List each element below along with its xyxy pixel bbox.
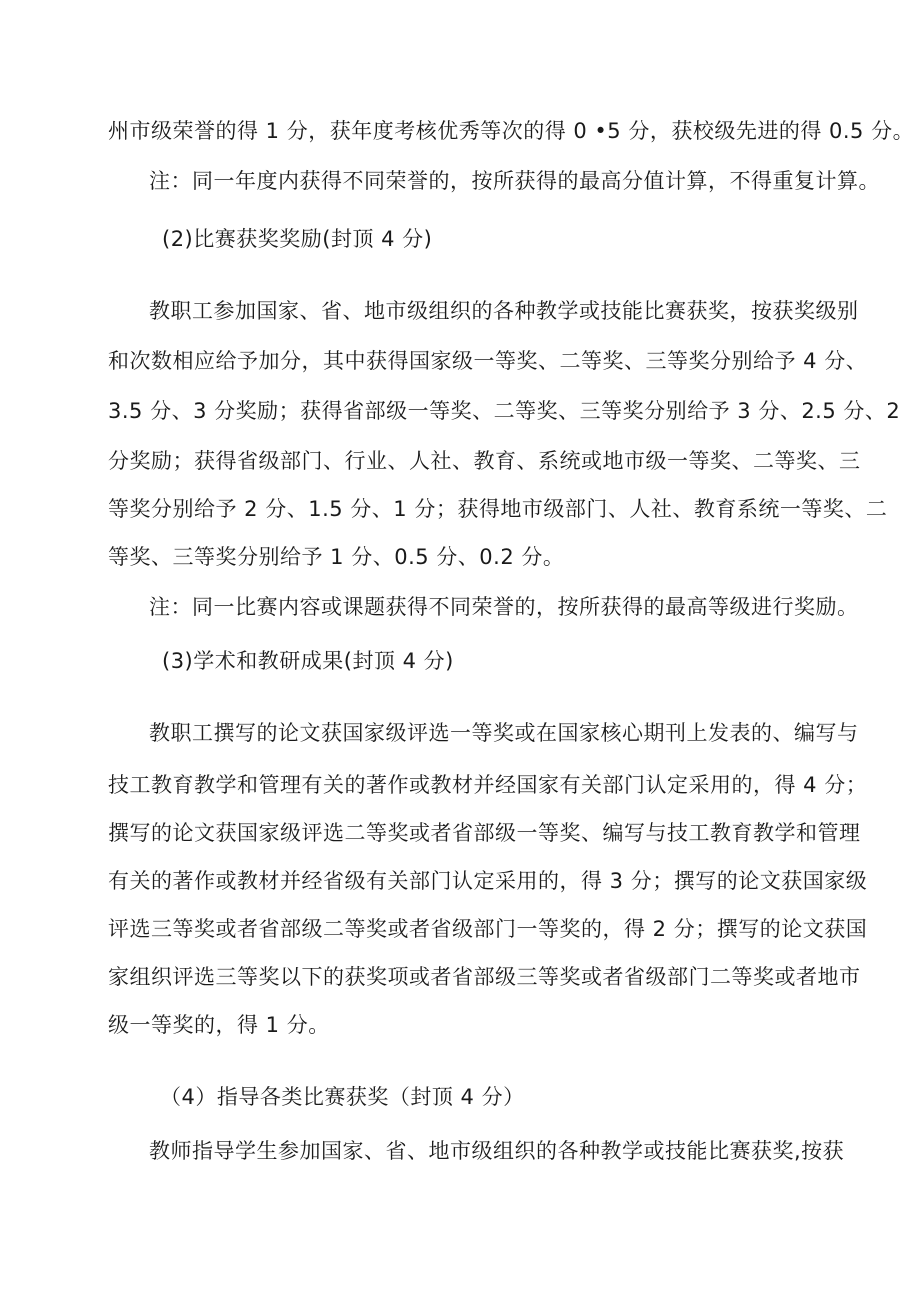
text-line: 和次数相应给予加分，其中获得国家级一等奖、二等奖、三等奖分别给予 4 分、 — [108, 349, 868, 373]
text-line: 级一等奖的，得 1 分。 — [108, 1013, 330, 1037]
section-heading-academic-results: (3)学术和教研成果(封顶 4 分) — [162, 649, 454, 673]
text-line: 注：同一年度内获得不同荣誉的，按所获得的最高分值计算，不得重复计算。 — [149, 169, 880, 193]
text-line: 技工教育教学和管理有关的著作或教材并经国家有关部门认定采用的，得 4 分； — [108, 773, 868, 797]
section-heading-guidance-awards: （4）指导各类比赛获奖（封顶 4 分） — [160, 1085, 525, 1109]
text-line: 州市级荣誉的得 1 分，获年度考核优秀等次的得 0 •5 分，获校级先进的得 0.5 分。 — [108, 119, 915, 143]
text-line: 等奖、三等奖分别给予 1 分、0.5 分、0.2 分。 — [108, 545, 565, 569]
text-line: 有关的著作或教材并经省级有关部门认定采用的，得 3 分；撰写的论文获国家级 — [108, 869, 868, 893]
text-line: 3.5 分、3 分奖励；获得省部级一等奖、二等奖、三等奖分别给予 3 分、2.5 分、2 — [108, 399, 901, 423]
text-line: 家组织评选三等奖以下的获奖项或者省部级三等奖或者省级部门二等奖或者地市 — [108, 965, 861, 989]
text-line: 注：同一比赛内容或课题获得不同荣誉的，按所获得的最高等级进行奖励。 — [149, 595, 859, 619]
text-line: 分奖励；获得省级部门、行业、人社、教育、系统或地市级一等奖、二等奖、三 — [108, 449, 861, 473]
text-line: 评选三等奖或者省部级二等奖或者省级部门一等奖的，得 2 分；撰写的论文获国 — [108, 917, 868, 941]
text-line: 教师指导学生参加国家、省、地市级组织的各种教学或技能比赛获奖,按获 — [149, 1139, 845, 1163]
text-line: 教职工参加国家、省、地市级组织的各种教学或技能比赛获奖，按获奖级别 — [149, 299, 859, 323]
text-line: 教职工撰写的论文获国家级评选一等奖或在国家核心期刊上发表的、编写与 — [149, 721, 859, 745]
text-line: 等奖分别给予 2 分、1.5 分、1 分；获得地市级部门、人社、教育系统一等奖、二 — [108, 497, 888, 521]
text-line: 撰写的论文获国家级评选二等奖或者省部级一等奖、编写与技工教育教学和管理 — [108, 821, 861, 845]
section-heading-competition-awards: (2)比赛获奖奖励(封顶 4 分) — [162, 227, 433, 251]
